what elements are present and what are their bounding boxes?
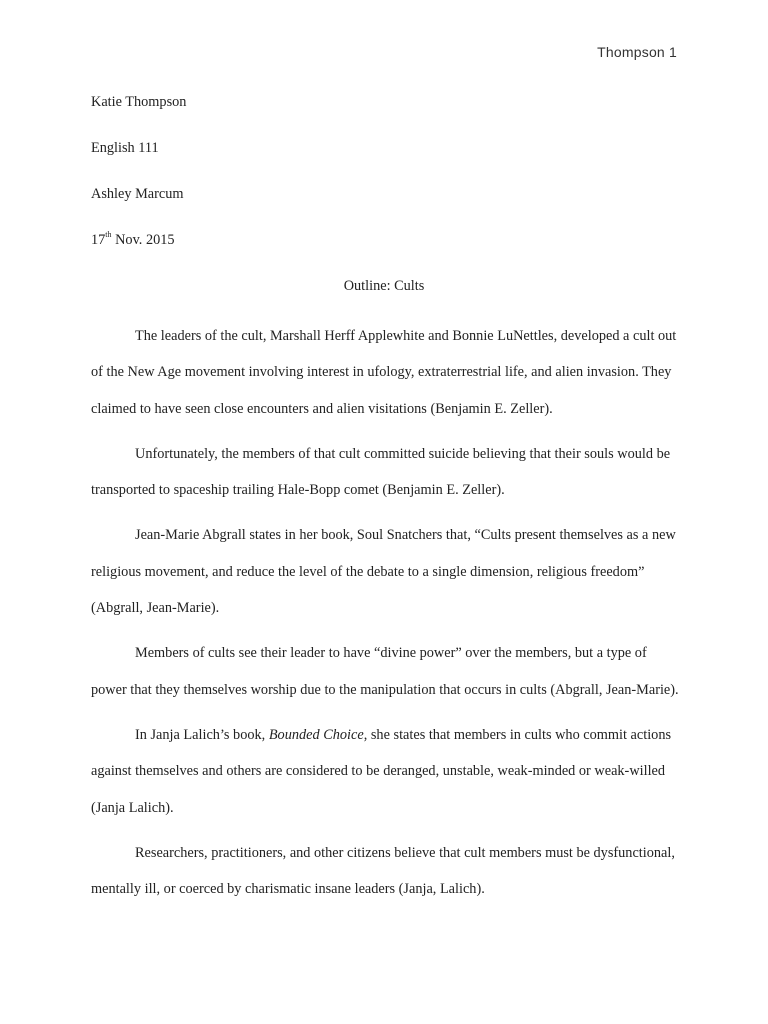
document-title: Outline: Cults xyxy=(343,278,425,294)
author-name: Katie Thompson xyxy=(91,94,187,110)
instructor-name: Ashley Marcum xyxy=(91,186,184,202)
date-line xyxy=(91,232,175,249)
date-day: 17 xyxy=(91,232,106,248)
paragraph-5-before: In Janja Lalich’s book, xyxy=(135,726,269,743)
page-header-running-head: Thompson 1 xyxy=(597,44,677,60)
paragraph-1: The leaders of the cult, Marshall Herff Applewhite and Bonnie LuNettles, developed a cult out of the New Age movement involving interest in ufology, extraterrestrial life, and alien invasion. They claimed to have seen close encounters and alien visitations (Benjamin E. Zeller). xyxy=(91,328,677,417)
paragraph-5 xyxy=(91,717,681,826)
date-rest: Nov. 2015 xyxy=(111,232,175,248)
paragraph-5-after: , she states that members in cults who commit actions against themselves and others are considered to be deranged, unstable, weak-minded or weak-willed (Janja Lalich). xyxy=(91,726,672,816)
course-name: English 111 xyxy=(91,140,159,156)
book-title-bounded-choice: Bounded Choice xyxy=(268,726,364,743)
paragraph-3: Jean-Marie Abgrall states in her book, Soul Snatchers that, “Cults present themselves as a new religious movement, and reduce the level of the debate to a single dimension, religious freedom” (Abgrall, Jean-Marie). xyxy=(91,527,676,617)
paragraph-4: Members of cults see their leader to have “divine power” over the members, but a type of power that they themselves worship due to the manipulation that occurs in cults (Abgrall, Jean-Marie). xyxy=(91,645,679,698)
document-body xyxy=(91,318,681,916)
paragraph-2: Unfortunately, the members of that cult committed suicide believing that their souls would be transported to spaceship trailing Hale-Bopp comet (Benjamin E. Zeller). xyxy=(91,445,671,499)
date-suffix: th xyxy=(105,230,112,239)
paragraph-6: Researchers, practitioners, and other citizens believe that cult members must be dysfunctional, mentally ill, or coerced by charismatic insane leaders (Janja, Lalich). xyxy=(91,844,675,898)
